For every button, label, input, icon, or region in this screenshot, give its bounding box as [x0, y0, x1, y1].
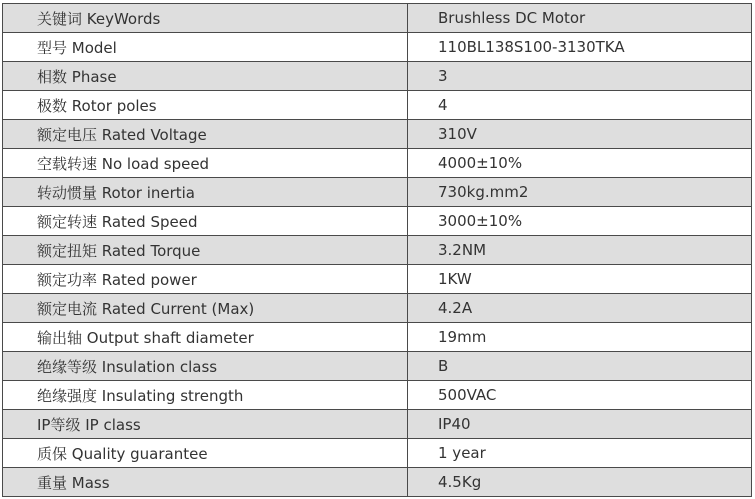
spec-key-mass: 重量 Mass [3, 468, 408, 497]
spec-key-rated-power: 额定功率 Rated power [3, 265, 408, 294]
spec-key-model: 型号 Model [3, 33, 408, 62]
spec-value-insulation-class: B [408, 352, 752, 381]
spec-table [2, 3, 752, 497]
table-row [3, 62, 752, 91]
table-row [3, 323, 752, 352]
spec-key-rated-torque: 额定扭矩 Rated Torque [3, 236, 408, 265]
spec-value-model: 110BL138S100-3130TKA [408, 33, 752, 62]
table-row [3, 410, 752, 439]
table-row [3, 468, 752, 497]
table-row [3, 294, 752, 323]
spec-key-rated-voltage: 额定电压 Rated Voltage [3, 120, 408, 149]
spec-value-insulating-strength: 500VAC [408, 381, 752, 410]
table-row [3, 149, 752, 178]
spec-key-rated-speed: 额定转速 Rated Speed [3, 207, 408, 236]
table-row [3, 439, 752, 468]
spec-key-keywords: 关键词 KeyWords [3, 4, 408, 33]
table-row [3, 265, 752, 294]
spec-value-mass: 4.5Kg [408, 468, 752, 497]
table-row [3, 178, 752, 207]
spec-key-insulating-strength: 绝缘强度 Insulating strength [3, 381, 408, 410]
spec-key-ip-class: IP等级 IP class [3, 410, 408, 439]
spec-value-rated-current: 4.2A [408, 294, 752, 323]
spec-value-quality-guarantee: 1 year [408, 439, 752, 468]
spec-value-rotor-poles: 4 [408, 91, 752, 120]
spec-value-rotor-inertia: 730kg.mm2 [408, 178, 752, 207]
spec-value-rated-power: 1KW [408, 265, 752, 294]
table-row [3, 352, 752, 381]
table-row [3, 4, 752, 33]
spec-value-keywords: Brushless DC Motor [408, 4, 752, 33]
spec-value-output-shaft-diameter: 19mm [408, 323, 752, 352]
spec-key-quality-guarantee: 质保 Quality guarantee [3, 439, 408, 468]
spec-key-rated-current: 额定电流 Rated Current (Max) [3, 294, 408, 323]
spec-key-no-load-speed: 空载转速 No load speed [3, 149, 408, 178]
spec-key-rotor-poles: 极数 Rotor poles [3, 91, 408, 120]
table-row [3, 91, 752, 120]
spec-value-phase: 3 [408, 62, 752, 91]
spec-value-no-load-speed: 4000±10% [408, 149, 752, 178]
table-row [3, 120, 752, 149]
spec-value-rated-torque: 3.2NM [408, 236, 752, 265]
spec-key-insulation-class: 绝缘等级 Insulation class [3, 352, 408, 381]
spec-key-output-shaft-diameter: 输出轴 Output shaft diameter [3, 323, 408, 352]
table-row [3, 381, 752, 410]
spec-value-rated-voltage: 310V [408, 120, 752, 149]
spec-table-body [3, 4, 752, 497]
spec-key-phase: 相数 Phase [3, 62, 408, 91]
table-row [3, 236, 752, 265]
spec-value-rated-speed: 3000±10% [408, 207, 752, 236]
spec-value-ip-class: IP40 [408, 410, 752, 439]
table-row [3, 207, 752, 236]
table-row [3, 33, 752, 62]
spec-key-rotor-inertia: 转动惯量 Rotor inertia [3, 178, 408, 207]
